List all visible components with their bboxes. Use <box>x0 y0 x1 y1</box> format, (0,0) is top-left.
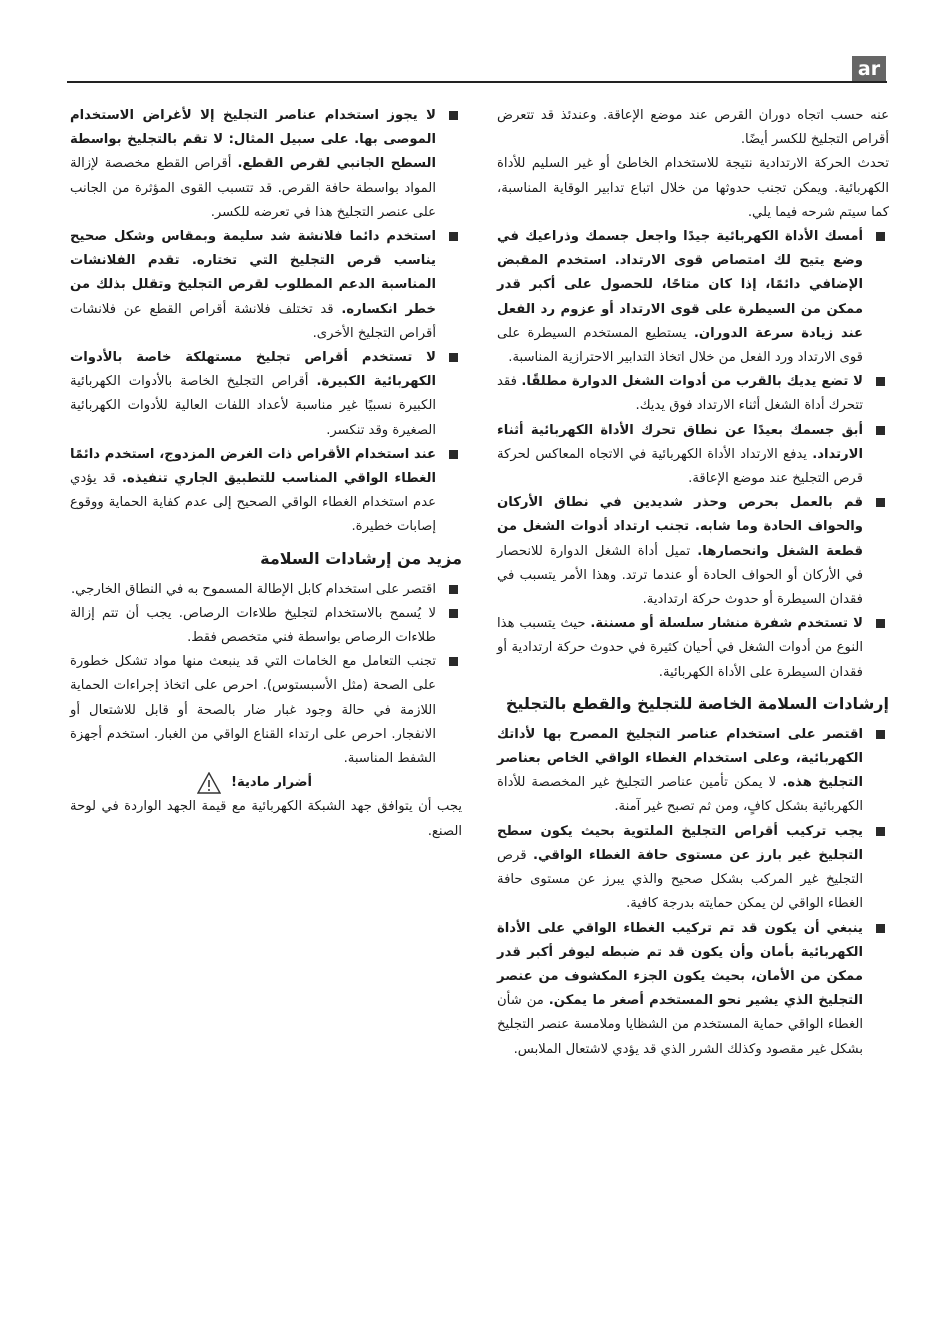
left-column <box>70 104 462 844</box>
item-text: تجنب التعامل مع الخامات التي قد ينبعث منها مواد تشكل خطورة على الصحة (مثل الأسبستوس). احرص على اتخاذ إجراءات الحماية اللازمة في حالة وجود غبار ضار بالصحة أو قابل للاشتعال أو الانفجار. احرص على ارتداء القناع الواقي من الغبار. استخدم أجهزة الشفط المناسبة. <box>70 654 436 767</box>
header-rule <box>67 81 887 83</box>
item-text: أقراص القطع مخصصة لإزالة المواد بواسطة حافة القرص. قد تتسبب القوى المؤثرة من الجانب على عنصر التجليخ هذا في تعرضه للكسر. <box>70 156 436 220</box>
right-column <box>497 104 889 1062</box>
list-item <box>70 346 462 443</box>
item-bold: لا تستخدم أقراص تجليخ مستهلكة خاصة بالأدوات الكهربائية الكبيرة. <box>70 350 436 390</box>
list-item <box>497 419 889 492</box>
section-heading: مزيد من إرشادات السلامة <box>260 548 462 568</box>
item-bold: لا يجوز استخدام عناصر التجليخ إلا لأغراض الاستخدام الموصى بها. على سبيل المثال: لا تقم بالتجليخ بواسطة السطح الجانبي لقرص القطع. <box>70 108 436 172</box>
item-text: يدفع الارتداد الأداة الكهربائية في الاتجاه المعاكس لحركة قرص التجليخ عند موضع الإعاقة. <box>497 446 863 487</box>
item-text: لا يُسمح بالاستخدام لتجليخ طلاءات الرصاص. يجب أن تتم إزالة طلاءات الرصاص بواسطة فني متخصص فقط. <box>70 605 436 646</box>
list-item <box>70 578 462 602</box>
item-bold: يجب تركيب أقراص التجليخ الملتوية بحيث يكون سطح التجليخ غير بارز عن مستوى حافة الغطاء الواقي. <box>497 823 863 863</box>
bullet-icon <box>876 232 885 241</box>
item-text: أقراص التجليخ الخاصة بالأدوات الكهربائية الكبيرة نسبيًا غير مناسبة لأعداد اللفات العالية للأدوات الكهربائية الصغيرة وقد تنكسر. <box>70 374 436 438</box>
intro-paragraph-2: تحدث الحركة الارتدادية نتيجة للاستخدام الخاطئ أو غير السليم للأداة الكهربائية. ويمكن تجنب حدوثها من خلال اتباع تدابير الوقاية المناسبة، كما سيتم شرحه فيما يلي. <box>497 156 889 220</box>
list-item <box>70 225 462 346</box>
section-heading: إرشادات السلامة الخاصة للتجليخ والقطع بالتجليخ <box>505 693 889 713</box>
item-text: قرص التجليخ غير المركب بشكل صحيح والذي يبرز عن مستوى حافة الغطاء الواقي لن يمكن حمايته بدرجة كافية. <box>497 847 863 912</box>
warning-triangle-icon <box>197 772 221 794</box>
bullet-icon <box>449 609 458 618</box>
list-item <box>497 820 889 917</box>
language-badge: ar <box>852 56 886 82</box>
list-item <box>70 104 462 225</box>
item-text: تميل أداة الشغل الدوارة للانحصار في الأركان أو الحواف الحادة أو عندما ترتد. وهذا الأمر يتسبب في فقدان السيطرة أو حدوث حركة ارتدادية. <box>497 543 863 608</box>
item-text: قد تختلف فلانشة أقراص القطع عن فلانشات أقراص التجليخ الأخرى. <box>70 301 436 341</box>
list-item <box>70 602 462 650</box>
list-item <box>497 491 889 612</box>
item-bold: قم بالعمل بحرص وحذر شديدين في نطاق الأركان والحواف الحادة وما شابه. تجنب ارتداد أدوات الشغل من قطعة الشغل وانحصارها. <box>497 495 863 559</box>
bullet-icon <box>876 619 885 628</box>
item-text: حيث يتسبب هذا النوع من أدوات الشغل في أحيان كثيرة في حدوث حركة ارتدادية أو فقدان السيطرة على الأداة الكهربائية. <box>497 616 863 680</box>
item-bold: أمسك الأداة الكهربائية جيدًا واجعل جسمك وذراعيك في وضع يتيح لك امتصاص قوى الارتداد. استخدم المقبض الإضافي دائمًا، إذا كان متاحًا، للحصول على أكبر قدر ممكن من السيطرة على قوى الارتداد أو عزوم رد الفعل عند زيادة سرعة الدوران. <box>497 229 863 341</box>
bullet-icon <box>876 377 885 386</box>
list-item <box>497 225 889 370</box>
item-text: اقتصر على استخدام كابل الإطالة المسموح به في النطاق الخارجي. <box>70 581 436 597</box>
list-item <box>70 650 462 771</box>
warning-text: يجب أن يتوافق جهد الشبكة الكهربائية مع قيمة الجهد الواردة في لوحة الصنع. <box>70 799 462 839</box>
item-bold: عند استخدام الأقراص ذات الغرض المزدوج، استخدم دائمًا الغطاء الواقي المناسب للتطبيق الجاري تنفيذه. <box>70 446 436 487</box>
list-item <box>497 370 889 418</box>
bullet-icon <box>449 353 458 362</box>
item-text: من شأن الغطاء الواقي حماية المستخدم من الشظايا وملامسة عنصر التجليخ بشكل غير مقصود وكذلك الشرر الذي قد يؤدي لاشتعال الملابس. <box>497 993 863 1057</box>
item-text: فقد تتحرك أداة الشغل أثناء الارتداد فوق يديك. <box>497 374 863 414</box>
item-bold: اقتصر على استخدام عناصر التجليخ المصرح بها لأداتك الكهربائية، وعلى استخدام الغطاء الواقي الخاص بعناصر التجليخ هذه. <box>497 726 863 791</box>
bullet-icon <box>449 585 458 594</box>
bullet-icon <box>449 232 458 241</box>
list-item <box>497 612 889 685</box>
bullet-icon <box>449 450 458 459</box>
item-bold: استخدم دائما فلانشة شد سليمة وبمقاس وشكل صحيح يناسب قرص التجليخ التي تختاره. تقدم الفلانشات المناسبة الدعم المطلوب لقرص التجليخ وتقلل بذلك من خطر انكساره. <box>70 229 436 317</box>
list-item <box>497 723 889 820</box>
bullet-icon <box>876 730 885 739</box>
bullet-icon <box>876 827 885 836</box>
warning-label: أضرار مادية! <box>230 775 312 791</box>
intro-paragraph: عنه حسب اتجاه دوران القرص عند موضع الإعاقة. وعندئذ قد تتعرض أقراص التجليخ للكسر أيضًا. <box>497 108 889 148</box>
bullet-icon <box>449 657 458 666</box>
item-bold: أبق جسمك بعيدًا عن نطاق تحرك الأداة الكهربائية أثناء الارتداد. <box>497 422 863 462</box>
warning-block <box>70 771 462 844</box>
item-bold: ينبغي أن يكون قد تم تركيب الغطاء الواقي على الأداة الكهربائية بأمان وأن يكون قد تم ضبطه ليوفر أكبر قدر ممكن من الأمان، بحيث يكون الجزء المكشوف من عنصر التجليخ الذي يشير نحو المستخدم أصغر ما يمكن. <box>497 920 863 1009</box>
bullet-icon <box>876 924 885 933</box>
list-item <box>70 443 462 540</box>
bullet-icon <box>876 426 885 435</box>
item-text: يستطيع المستخدم السيطرة على قوى الارتداد ورد الفعل من خلال اتخاذ التدابير الاحترازية المناسبة. <box>497 325 863 366</box>
item-bold: لا تضع يديك بالقرب من أدوات الشغل الدوارة مطلقًا. <box>521 374 863 390</box>
list-item <box>497 917 889 1062</box>
item-text: قد يؤدي عدم استخدام الغطاء الواقي الصحيح إلى عدم كفاية الحماية ووقوع إصابات خطيرة. <box>70 471 436 535</box>
item-bold: لا تستخدم شفرة منشار سلسلة أو مسننة. <box>590 616 863 632</box>
bullet-icon <box>876 498 885 507</box>
item-text: لا يمكن تأمين عناصر التجليخ غير المخصصة للأداة الكهربائية بشكل كافٍ، ومن ثم تصبح غير آمنة. <box>497 775 863 815</box>
bullet-icon <box>449 111 458 120</box>
